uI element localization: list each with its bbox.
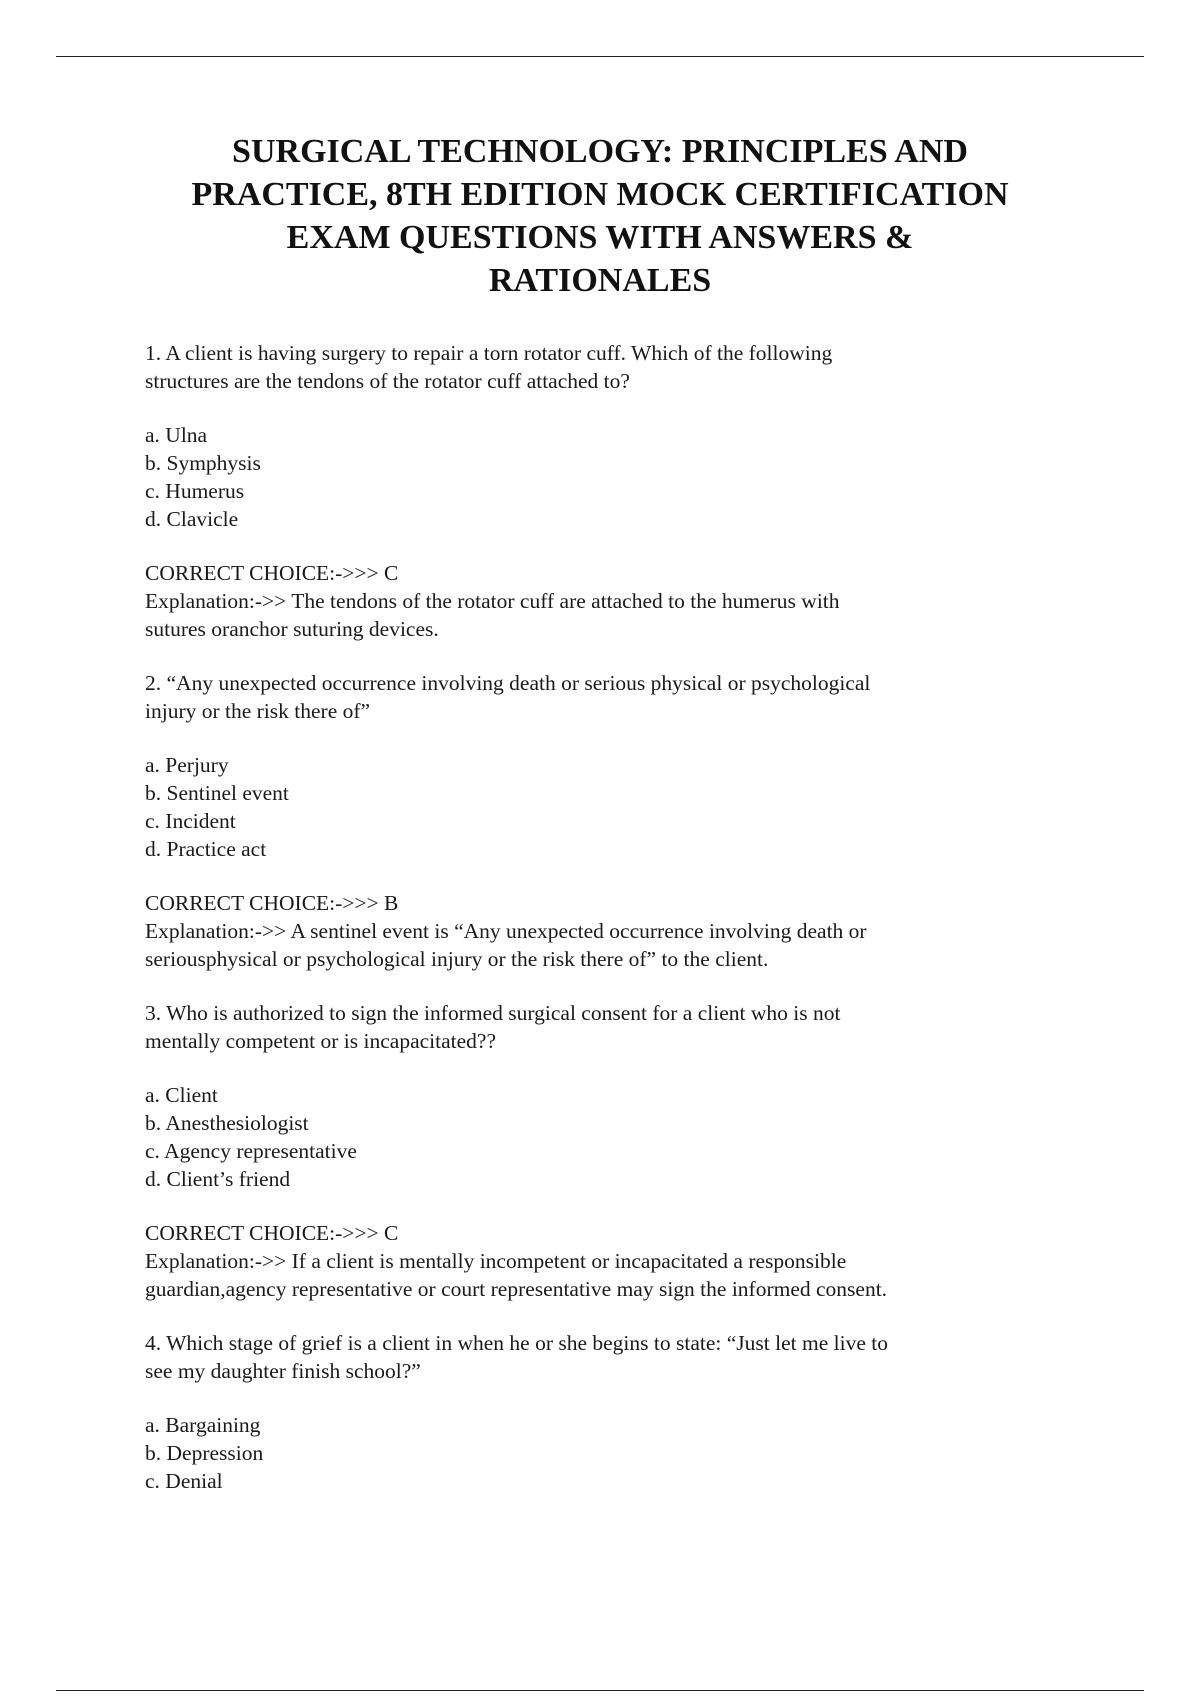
answer-option: a. Bargaining [145, 1413, 261, 1437]
answer-option: c. Agency representative [145, 1139, 357, 1163]
answer-option: a. Ulna [145, 423, 208, 447]
question-text: see my daughter finish school?” [145, 1359, 421, 1383]
answer-option: c. Denial [145, 1469, 223, 1493]
answer-option: a. Perjury [145, 753, 229, 777]
title-line: SURGICAL TECHNOLOGY: PRINCIPLES AND [232, 133, 968, 170]
explanation: seriousphysical or psychological injury or the risk there of” to the client. [145, 947, 769, 971]
question-text: mentally competent or is incapacitated?? [145, 1029, 497, 1053]
explanation: Explanation:->> If a client is mentally incompetent or incapacitated a responsible [145, 1249, 847, 1273]
question-1 [145, 339, 1025, 643]
answer-option: d. Client’s friend [145, 1167, 291, 1191]
correct-choice: CORRECT CHOICE:->>> C [145, 1221, 399, 1245]
question-text: 2. “Any unexpected occurrence involving death or serious physical or psychological [145, 671, 871, 695]
answer-option: b. Anesthesiologist [145, 1111, 309, 1135]
explanation: guardian,agency representative or court representative may sign the informed consent. [145, 1277, 888, 1301]
bottom-rule [56, 1690, 1144, 1691]
title-line: EXAM QUESTIONS WITH ANSWERS & [286, 219, 914, 256]
question-3 [145, 999, 1025, 1303]
answer-option: b. Symphysis [145, 451, 261, 475]
question-text: 1. A client is having surgery to repair a torn rotator cuff. Which of the following [145, 341, 833, 365]
question-text: 4. Which stage of grief is a client in when he or she begins to state: “Just let me live to [145, 1331, 888, 1355]
answer-option: a. Client [145, 1083, 218, 1107]
question-2 [145, 669, 1025, 973]
explanation: Explanation:->> The tendons of the rotator cuff are attached to the humerus with [145, 589, 840, 613]
answer-option: d. Practice act [145, 837, 267, 861]
answer-option: c. Incident [145, 809, 236, 833]
document-title [100, 130, 1100, 302]
question-text: injury or the risk there of” [145, 699, 371, 723]
explanation: sutures oranchor suturing devices. [145, 617, 439, 641]
title-line: PRACTICE, 8TH EDITION MOCK CERTIFICATION [191, 176, 1009, 213]
answer-option: c. Humerus [145, 479, 245, 503]
question-text: structures are the tendons of the rotator cuff attached to? [145, 369, 630, 393]
explanation: Explanation:->> A sentinel event is “Any unexpected occurrence involving death or [145, 919, 867, 943]
correct-choice: CORRECT CHOICE:->>> C [145, 561, 399, 585]
title-line: RATIONALES [488, 262, 712, 299]
question-text: 3. Who is authorized to sign the informed surgical consent for a client who is not [145, 1001, 841, 1025]
answer-option: b. Depression [145, 1441, 264, 1465]
questions-list [145, 339, 1025, 1495]
answer-option: d. Clavicle [145, 507, 239, 531]
top-rule [56, 56, 1144, 57]
answer-option: b. Sentinel event [145, 781, 289, 805]
correct-choice: CORRECT CHOICE:->>> B [145, 891, 399, 915]
question-4 [145, 1329, 1025, 1495]
